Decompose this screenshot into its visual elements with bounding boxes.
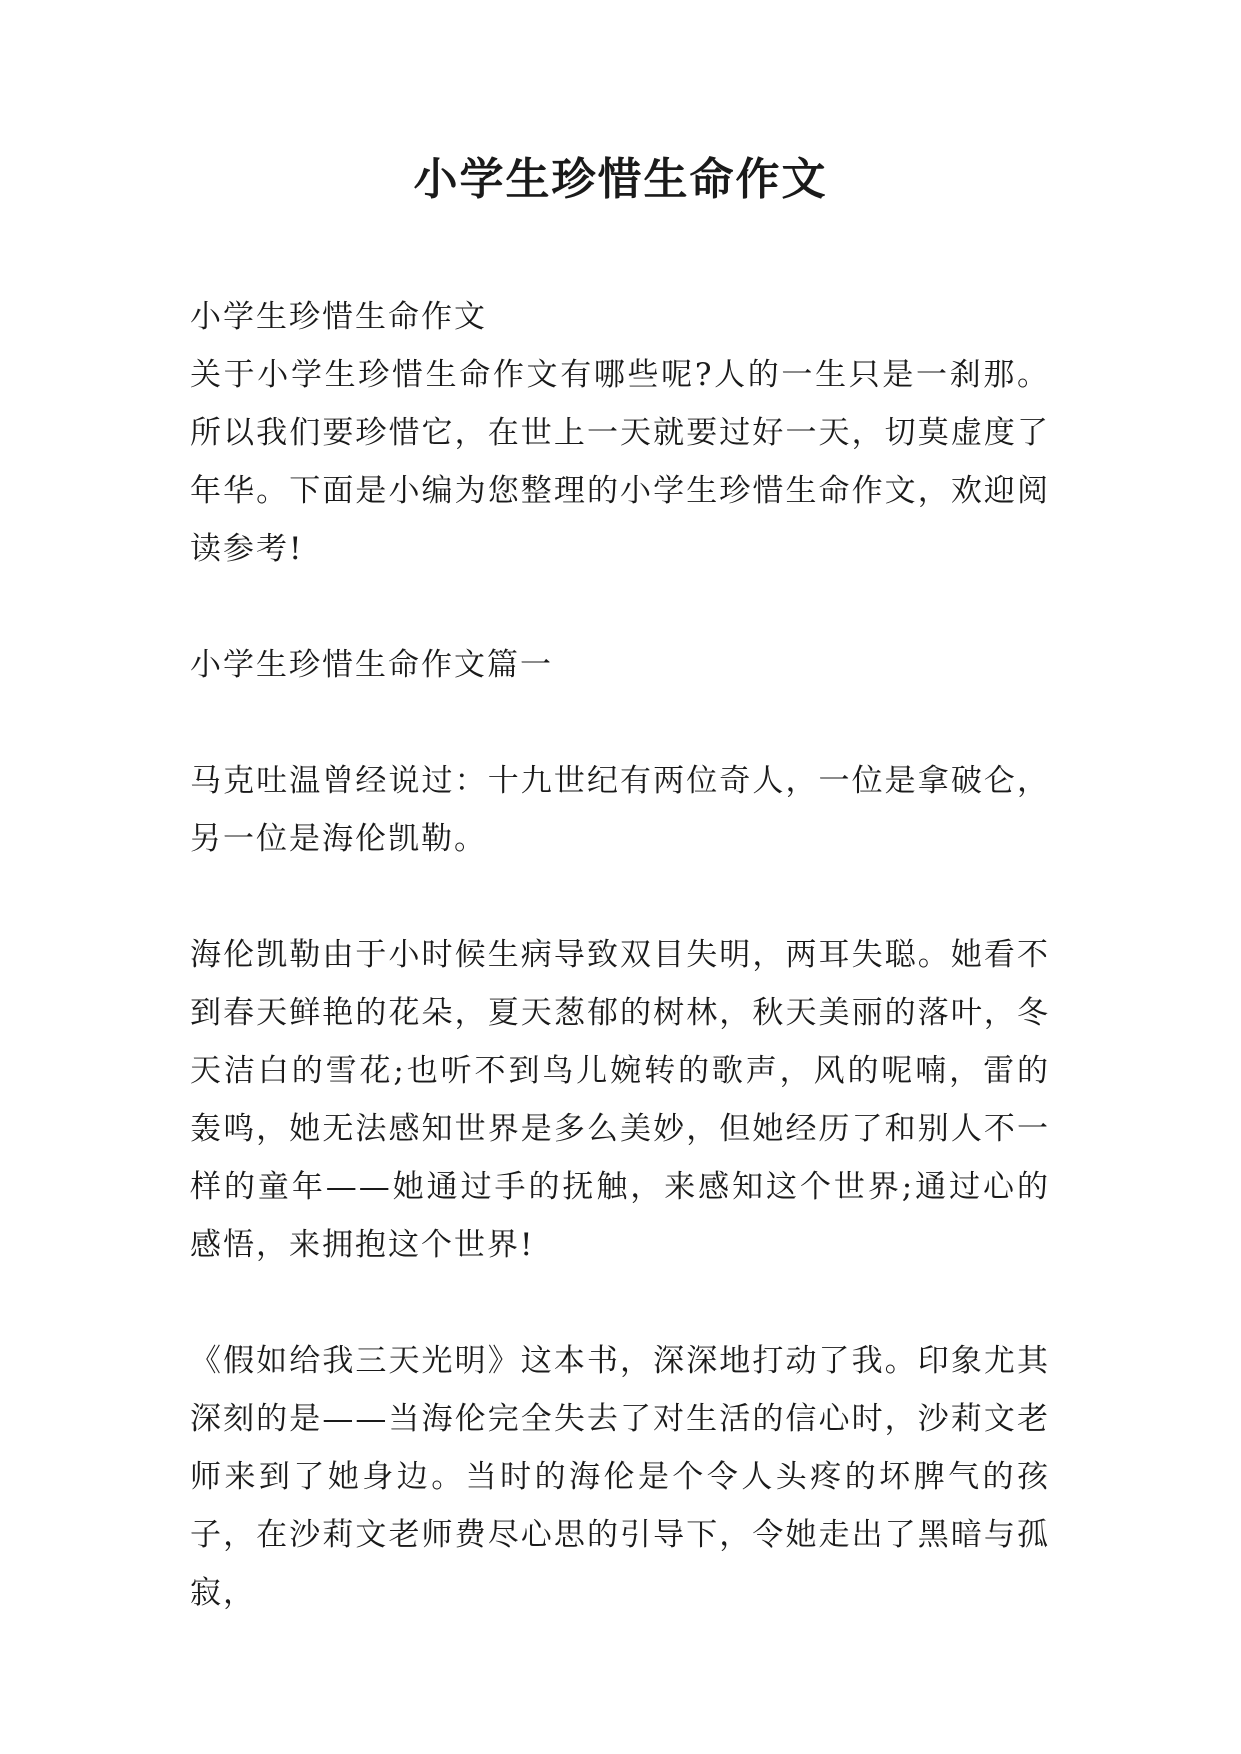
document-subtitle: 小学生珍惜生命作文 xyxy=(190,299,487,335)
paragraph-spacer xyxy=(190,694,1050,752)
paragraph-spacer xyxy=(190,868,1050,926)
section-heading: 小学生珍惜生命作文篇一 xyxy=(190,647,553,683)
paragraph-spacer xyxy=(190,1274,1050,1332)
document-body xyxy=(190,288,1050,1622)
intro-paragraph: 关于小学生珍惜生命作文有哪些呢?人的一生只是一刹那。所以我们要珍惜它，在世上一天就要过好一天，切莫虚度了年华。下面是小编为您整理的小学生珍惜生命作文，欢迎阅读参考! xyxy=(190,357,1050,567)
paragraph-mark-twain: 马克吐温曾经说过：十九世纪有两位奇人，一位是拿破仑，另一位是海伦凯勒。 xyxy=(190,763,1050,857)
paragraph-spacer xyxy=(190,578,1050,636)
paragraph-book-review: 《假如给我三天光明》这本书，深深地打动了我。印象尤其深刻的是——当海伦完全失去了对生活的信心时，沙莉文老师来到了她身边。当时的海伦是个令人头疼的坏脾气的孩子，在沙莉文老师费尽心思的引导下，令她走出了黑暗与孤寂， xyxy=(190,1343,1050,1611)
paragraph-helen-keller: 海伦凯勒由于小时候生病导致双目失明，两耳失聪。她看不到春天鲜艳的花朵，夏天葱郁的树林，秋天美丽的落叶，冬天洁白的雪花;也听不到鸟儿婉转的歌声，风的呢喃，雷的轰鸣，她无法感知世界是多么美妙，但她经历了和别人不一样的童年——她通过手的抚触，来感知这个世界;通过心的感悟，来拥抱这个世界! xyxy=(190,937,1050,1263)
document-title: 小学生珍惜生命作文 xyxy=(413,154,828,205)
